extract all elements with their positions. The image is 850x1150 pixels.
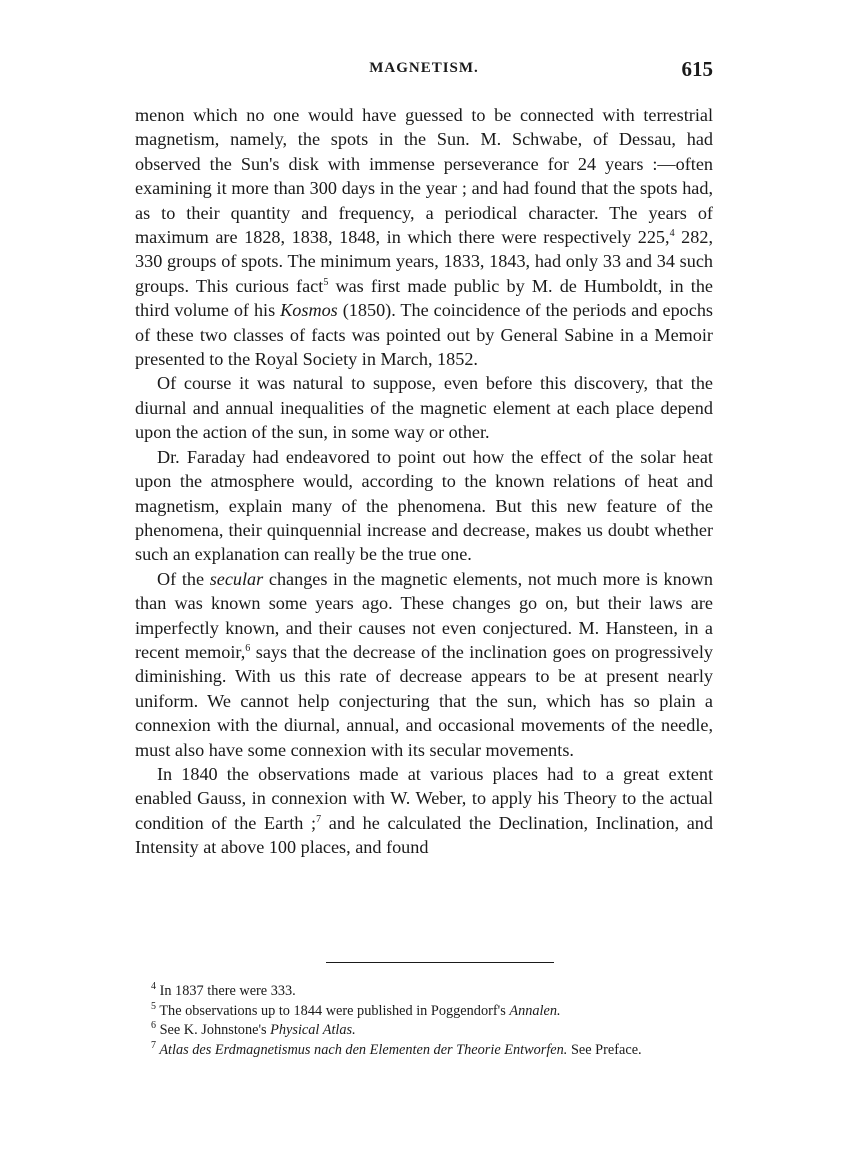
italic-title: Atlas des Erdmagnetismus nach den Elementen der Theorie Entworfen. [156,1042,568,1059]
paragraph-4 [135,567,713,762]
footnote-ref-7: 7 [316,813,322,825]
footnote-5 [135,1002,713,1022]
footnotes [135,982,713,1061]
text-run: was first made public by M. de Humboldt, in the third volume of his [135,275,713,321]
footnote-6 [135,1021,713,1041]
body-text [135,103,713,860]
footnote-text: See K. Johnstone's [156,1022,271,1039]
text-run: Of the [157,568,210,589]
footnote-ref-6: 6 [245,642,251,654]
footnote-text: The observations up to 1844 were published in Poggendorf's [156,1002,510,1019]
italic-title: Physical Atlas. [270,1022,356,1039]
footnote-text: In 1837 there were 333. [156,983,296,999]
italic-title: Kosmos [280,300,338,321]
text-run: In 1840 the observations made at various places had to a great extent enabled Gauss, in connexion with W. Weber, to apply his Theory to the actual condition of the Earth ; [135,763,713,833]
footnote-ref-4: 4 [669,227,675,239]
footnote-mark: 7 [151,1040,156,1052]
footnote-divider [326,962,554,963]
text-run: menon which no one would have guessed to be connected with terrestrial magnetism, namely, the spots in the Sun. M. Schwabe, of Dessau, had observed the Sun's disk with immense perseverance for 24 years :—often examining it more than 300 days in the year ; and had found that the spots had, as to their quantity and frequency, a periodical character. The years of maximum are 1828, 1838, 1848, in which there were respectively 225, [135,105,713,248]
italic-title: Annalen. [509,1002,561,1019]
text-run: 282, 330 groups of spots. The minimum years, 1833, 1843, had only 33 and 34 such groups. This curious fact [135,227,713,296]
text-run: (1850). The coincidence of the periods and epochs of these two classes of facts was pointed out by General Sabine in a Memoir presented to the Royal Society in March, 1852. [135,300,713,370]
footnote-mark: 5 [151,1000,156,1012]
footnote-7 [135,1041,713,1061]
paragraph-1 [135,103,713,371]
running-head: MAGNETISM. [369,60,479,76]
footnote-mark: 6 [151,1020,156,1032]
page-header [135,57,713,88]
page-number: 615 [681,57,713,81]
text-run: and he calculated the Declination, Inclination, and Intensity at above 100 places, and found [135,812,713,858]
footnote-4 [135,982,713,1002]
paragraph-2: Of course it was natural to suppose, even before this discovery, that the diurnal and annual inequalities of the magnetic element at each place depend upon the action of the sun, in some way or other. [135,373,713,443]
text-run: changes in the magnetic elements, not much more is known than was known some years ago. These changes go on, but their laws are imperfectly known, and their causes not even conjectured. M. Hansteen, in a recent memoir, [135,568,713,662]
footnote-text: See Preface. [567,1042,642,1059]
paragraph-5 [135,762,713,860]
text-run: says that the decrease of the inclination goes on progressively diminishing. With us this rate of decrease appears to be at present nearly uniform. We cannot help conjecturing that the sun, which has so plain a connexion with the diurnal, annual, and occasional movements of the needle, must also have some connexion with its secular movements. [135,641,713,760]
footnote-mark: 4 [151,981,156,993]
paragraph-3: Dr. Faraday had endeavored to point out how the effect of the solar heat upon the atmosphere would, according to the known relations of heat and magnetism, explain many of the phenomena. But this new feature of the phenomena, their quinquennial increase and decrease, makes us doubt whether such an explanation can really be the true one. [135,446,713,565]
footnote-ref-5: 5 [323,276,329,288]
italic-term: secular [209,568,264,589]
